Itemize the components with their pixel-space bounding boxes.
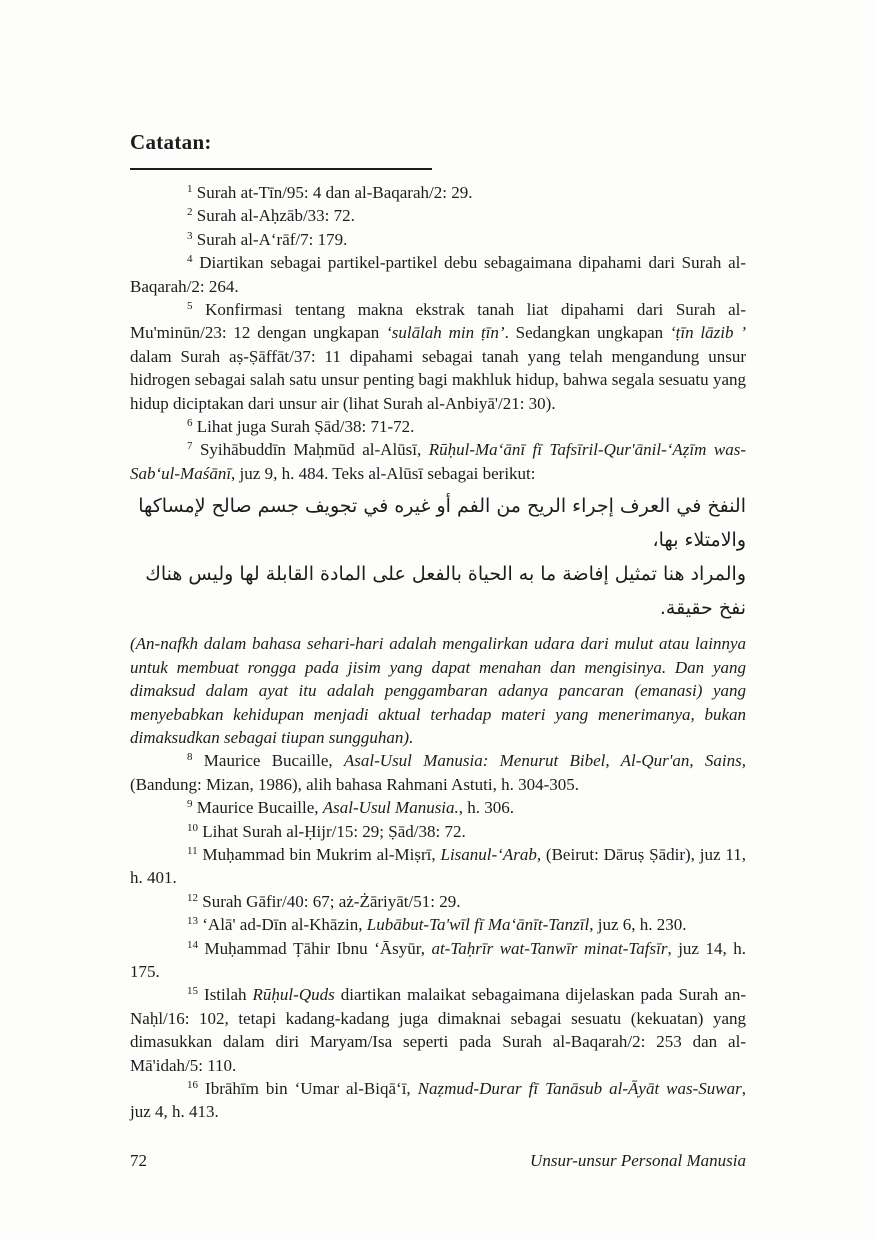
text-segment: dalam Surah aṣ-Ṣāffāt/37: 11 dipahami sebagai tanah yang telah mengandung unsur hidrogen sebagai salah satu unsur penting bagi makhluk hidup, bahwa segala sesuatu yang hidup diciptakan dari unsur air (lihat Surah al-Anbiyā'/21: 30). [130,346,746,413]
document-page [130,130,746,1124]
footnote [130,251,746,298]
text-segment: Muḥammad Ṭāhir Ibnu ‘Āsyūr, [204,938,432,958]
footnote-number: 16 [187,1079,198,1091]
footnote [130,913,746,936]
footnote-number: 6 [187,417,193,430]
text-segment: Asal-Usul Manusia: Menurut Bibel, Al-Qur'an, Sains, [343,751,747,771]
text-segment: Istilah [204,985,253,1005]
footnote [130,843,746,890]
arabic-line: والمراد هنا تمثيل إفاضة ما به الحياة بالفعل على المادة القابلة لها وليس هناك نفخ حقيقة. [145,563,746,620]
page-footer [130,1151,746,1171]
footnote [130,749,746,796]
text-segment: Rūḥul-Quds [252,985,335,1005]
footnote [130,438,746,485]
footnote-number: 3 [187,229,193,242]
text-segment: , h. 306. [458,798,515,818]
heading-divider [130,168,432,170]
text-segment: , juz 9, h. 484. Teks al-Alūsī sebagai berikut: [231,463,536,483]
footnote-number: 12 [187,891,198,904]
footnote [130,204,746,227]
text-segment: Syihābuddīn Maḥmūd al-Alūsī, [199,440,429,460]
footnote [130,937,746,984]
footnote [130,228,746,251]
footnote [130,890,746,913]
footnote-number: 1 [187,183,193,195]
text-segment: , juz 6, h. 230. [589,915,687,935]
text-segment: Rūḥul-Ma‘ānī fī Tafsīril-Qur'ānil-‘Aẓīm was-Sab‘ul-Maśānī [130,440,746,483]
running-title: Unsur-unsur Personal Manusia [530,1151,746,1170]
text-segment: Diartikan sebagai partikel-partikel debu sebagaimana dipahami dari Surah al-Baqarah/2: 264. [130,253,747,296]
text-segment: Lihat juga Surah Ṣād/38: 71-72. [196,417,415,437]
text-segment: Konfirmasi tentang makna ekstrak tanah liat dipahami dari Surah al-Mu'minūn/23: 12 dengan ungkapan [130,300,747,343]
text-segment: Lubābut-Ta'wīl fī Ma‘ānīt-Tanzīl [366,915,590,935]
text-segment: Lihat Surah al-Ḥijr/15: 29; Ṣād/38: 72. [202,821,466,841]
text-segment: Surah Gāfir/40: 67; aż-Żāriyāt/51: 29. [202,891,461,911]
text-segment: diartikan malaikat sebagaimana dijelaskan pada Surah an-Naḥl/16: 102, tetapi kadang-kadang juga dimaknai sebagai sesuatu (kekuatan) yang dimasukkan dalam diri Maryam/Isa seperti pada Surah al-Baqarah/2: 253 dan al-Mā'idah/5: 110. [130,985,746,1075]
text-segment: Naẓmud-Durar fī Tanāsub al-Āyāt was-Suwar [417,1079,742,1098]
text-segment: Maurice Bucaille, [203,751,344,771]
text-segment: Lisanul-‘Arab [440,844,537,864]
text-segment: (An-nafkh dalam bahasa sehari-hari adalah mengalirkan udara dari mulut atau lainnya untuk membuat rongga pada jisim yang dapat menahan dan mengisinya. Dan yang dimaksud dalam ayat itu adalah penggambaran adanya pancaran (emanasi) yang menyebabkan kehidupan menjadi aktual terhadap materi yang menerimanya, bukan dimaksudkan sebagai tiupan sungguhan). [130,634,746,747]
notes-list [130,181,746,1124]
footnote-number: 14 [187,938,198,951]
footnote-number: 7 [187,440,193,453]
footnote-number: 5 [187,300,193,313]
text-segment: Maurice Bucaille, [196,798,323,818]
text-segment: Surah al-A‘rāf/7: 179. [196,229,348,249]
footnote-number: 9 [187,798,193,811]
text-segment: ‘sulālah min ṭīn’ [386,323,505,343]
footnote [130,181,746,204]
arabic-line: النفخ في العرف إجراء الريح من الفم أو غيره في تجويف جسم صالح لإمساكها والامتلاء بها، [138,495,746,552]
text-segment: Muḥammad bin Mukrim al-Miṣrī, [202,844,441,864]
footnote-number: 13 [187,915,198,928]
footnote-number: 11 [187,844,198,857]
footnote [130,820,746,843]
footnote [130,415,746,438]
arabic-quote [130,489,746,625]
page-title: Catatan: [130,130,212,154]
text-segment: Surah al-Aḥzāb/33: 72. [196,206,355,226]
footnote [130,983,746,1077]
text-segment: at-Taḥrīr wat-Tanwīr minat-Tafsīr [431,938,668,958]
text-segment: Ibrāhīm bin ‘Umar al-Biqā‘ī, [205,1079,418,1098]
footnote-number: 4 [187,253,193,266]
text-segment: , (Beirut: Dāruṣ Ṣādir), juz 11, h. 401. [130,844,746,888]
footnote-number: 10 [187,821,198,834]
text-segment: , juz 4, h. 413. [130,1079,747,1122]
text-segment: ‘ṭīn lāzib ’ [670,323,746,343]
footnote [130,298,746,415]
translation-paragraph [130,632,746,749]
page-number: 72 [130,1151,147,1170]
text-segment: ‘Alā' ad-Dīn al-Khāzin, [202,915,367,935]
footnote [130,1077,746,1124]
footnote [130,796,746,819]
text-segment: Asal-Usul Manusia. [322,798,459,818]
footnote-number: 2 [187,206,193,219]
text-segment: , juz 14, h. 175. [130,938,746,981]
text-segment: Surah at-Tīn/95: 4 dan al-Baqarah/2: 29. [196,183,473,202]
text-segment: . Sedangkan ungkapan [504,323,670,343]
text-segment: (Bandung: Mizan, 1986), alih bahasa Rahmani Astuti, h. 304-305. [130,774,580,794]
footnote-number: 8 [187,751,193,764]
footnote-number: 15 [187,985,198,998]
